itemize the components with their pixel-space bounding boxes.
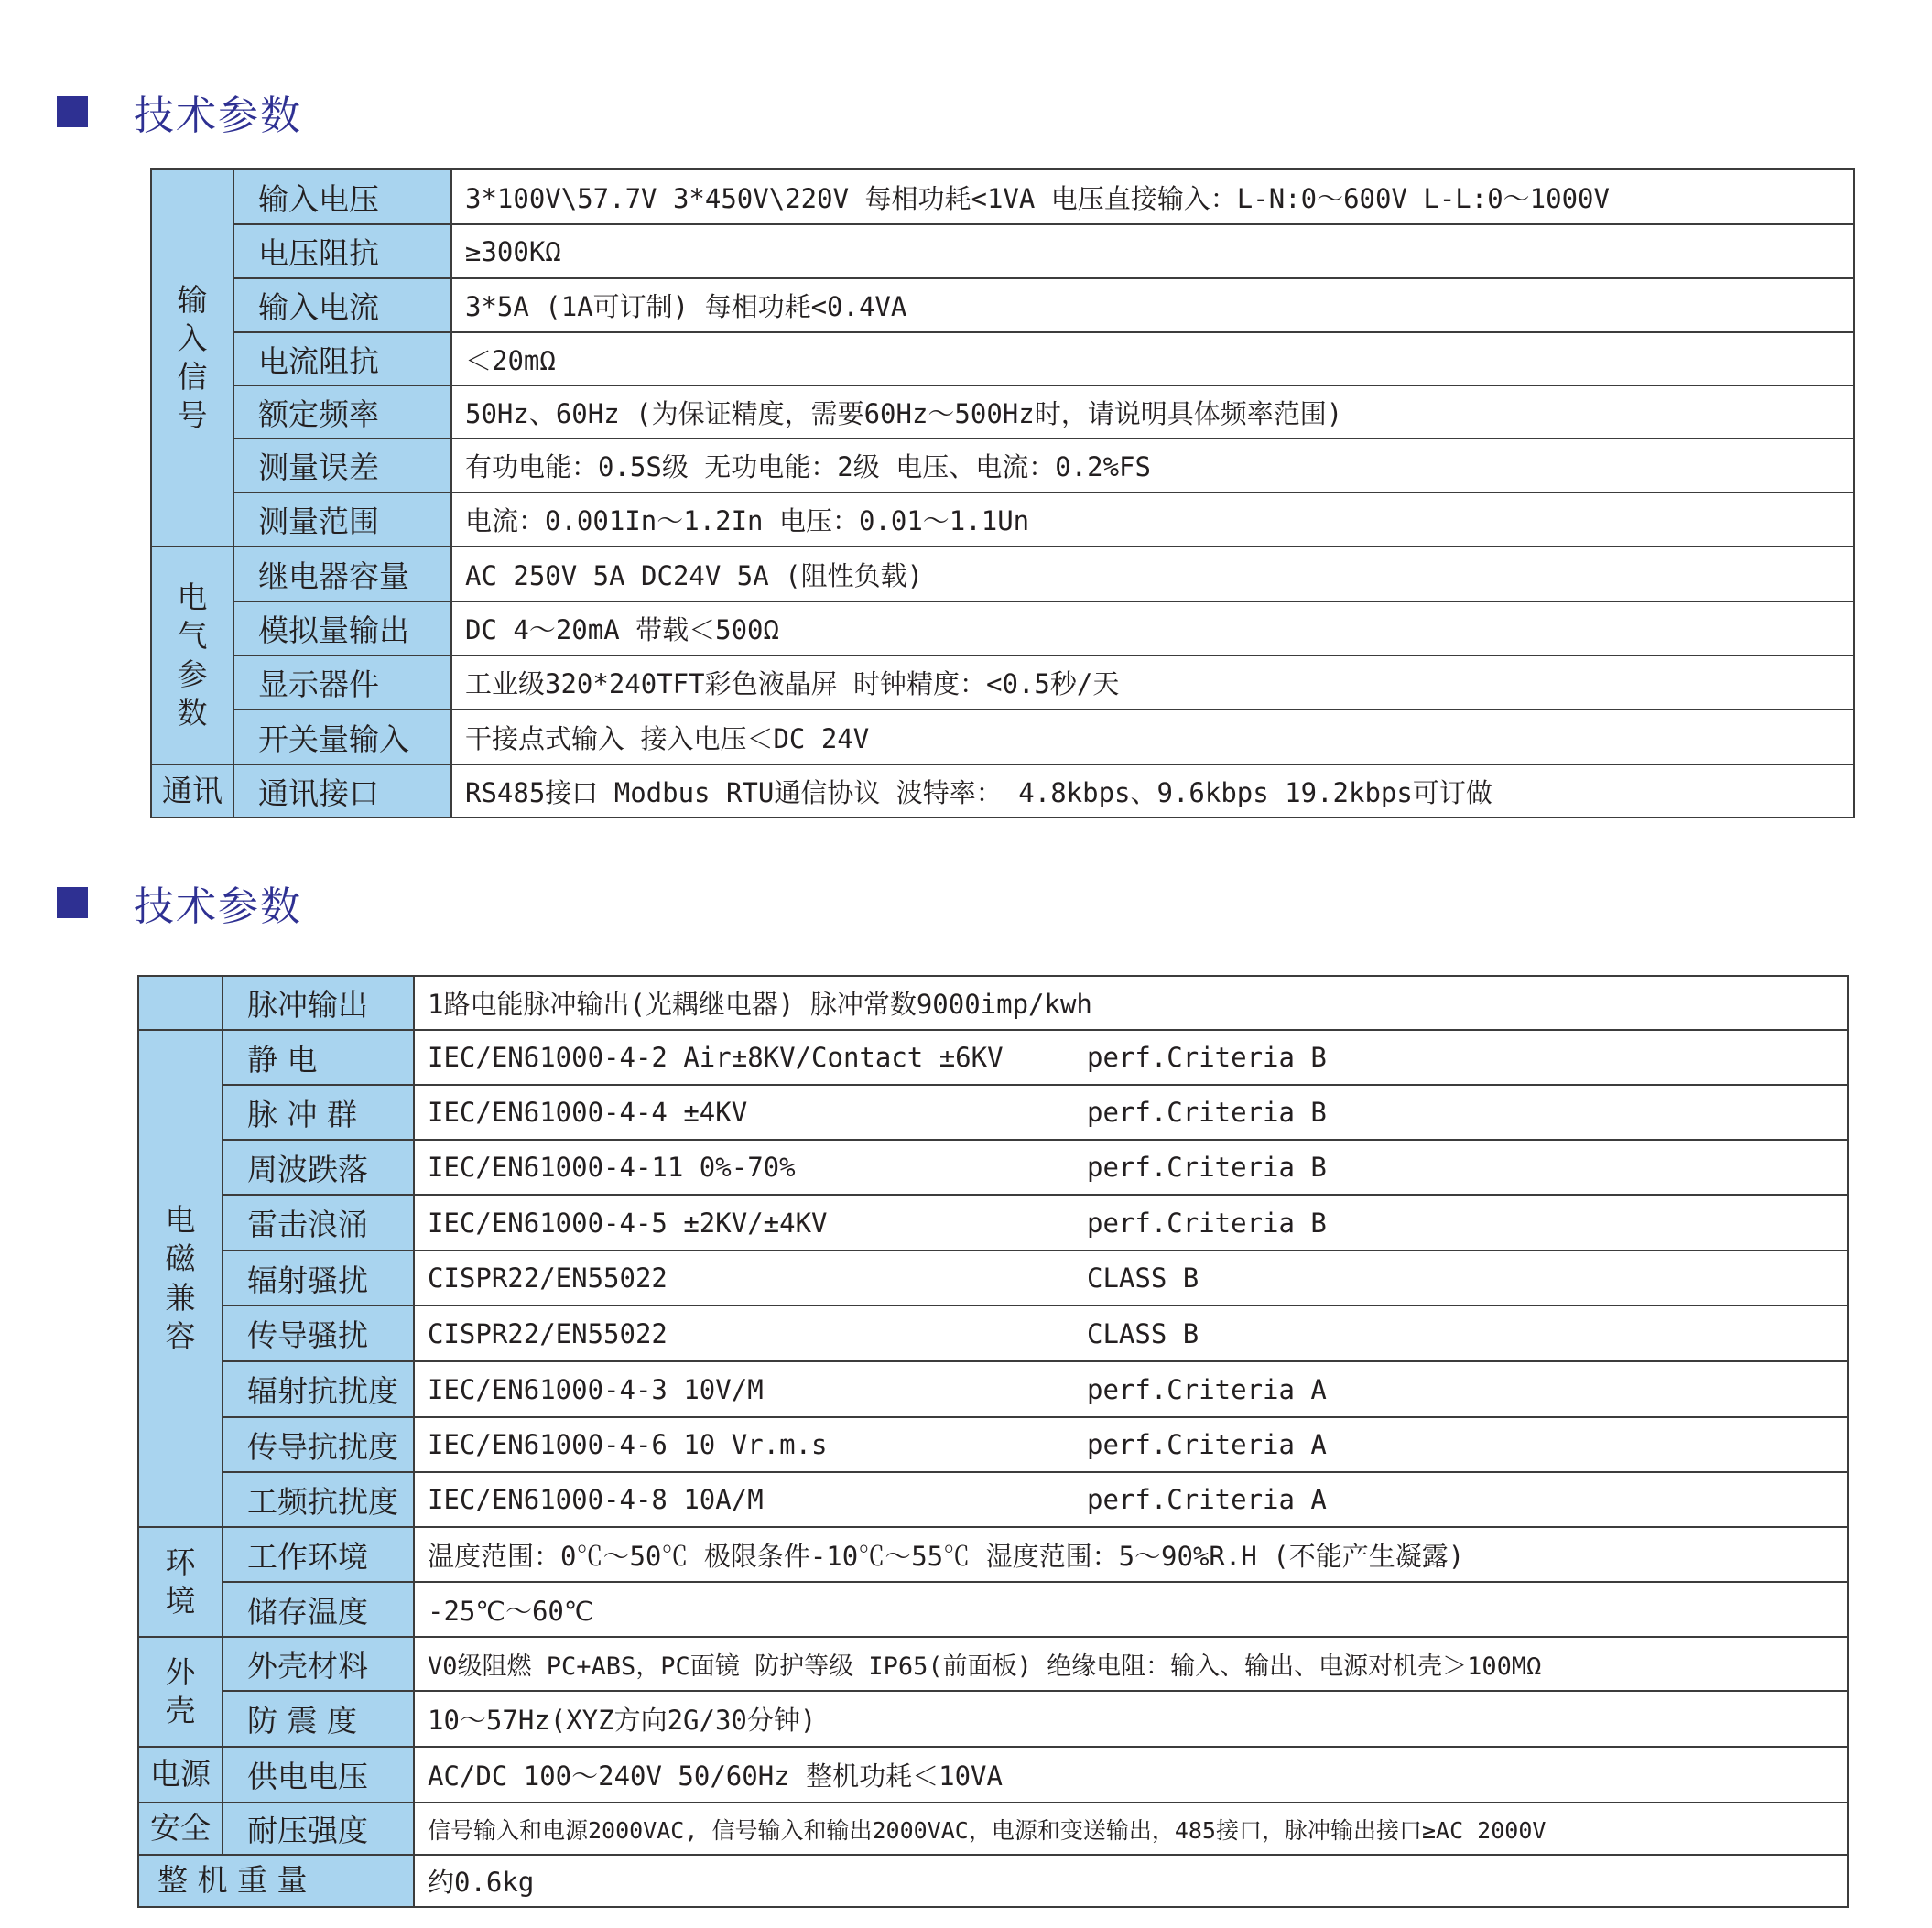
row-label: 脉 冲 群 <box>223 1085 414 1140</box>
row-value: 50Hz、60Hz (为保证精度，需要60Hz～500Hz时，请说明具体频率范围) <box>451 385 1854 439</box>
spec-table-1 <box>150 168 1855 818</box>
row-value: -25℃～60℃ <box>414 1582 1848 1637</box>
table-row <box>138 1417 1848 1472</box>
row-value: IEC/EN61000-4-2 Air±8KV/Contact ±6KV perf.Criteria B <box>414 1030 1848 1085</box>
row-label: 测量范围 <box>233 493 451 547</box>
row-value: CISPR22/EN55022 CLASS B <box>414 1305 1848 1361</box>
section-title-text: 技术参数 <box>134 883 302 930</box>
table-row <box>138 1582 1848 1637</box>
row-value: AC 250V 5A DC24V 5A (阻性负载) <box>451 547 1854 601</box>
table-row <box>138 1140 1848 1195</box>
group-safety: 安全 <box>138 1803 223 1855</box>
row-label: 静 电 <box>223 1030 414 1085</box>
table-row <box>138 1747 1848 1803</box>
table-row <box>138 1030 1848 1085</box>
row-value: IEC/EN61000-4-5 ±2KV/±4KV perf.Criteria B <box>414 1195 1848 1251</box>
row-value: IEC/EN61000-4-6 10 Vr.m.s perf.Criteria A <box>414 1417 1848 1472</box>
table-row <box>138 1305 1848 1361</box>
row-label: 周波跌落 <box>223 1140 414 1195</box>
row-label: 辐射抗扰度 <box>223 1361 414 1417</box>
row-label: 防 震 度 <box>223 1691 414 1747</box>
row-label: 额定频率 <box>233 385 451 439</box>
row-value: IEC/EN61000-4-3 10V/M perf.Criteria A <box>414 1361 1848 1417</box>
row-value: 信号输入和电源2000VAC, 信号输入和输出2000VAC，电源和变送输出，485接口，脉冲输出接口≥AC 2000V <box>414 1803 1848 1855</box>
row-label: 工频抗扰度 <box>223 1472 414 1527</box>
row-label: 显示器件 <box>233 655 451 709</box>
row-value: 3*100V\57.7V 3*450V\220V 每相功耗<1VA 电压直接输入：L-N:0～600V L-L:0～1000V <box>451 169 1854 224</box>
row-label: 储存温度 <box>223 1582 414 1637</box>
table-row <box>151 709 1854 764</box>
row-label: 脉冲输出 <box>223 976 414 1030</box>
table-row <box>138 976 1848 1030</box>
row-label: 通讯接口 <box>233 764 451 818</box>
section-title-2 <box>57 875 302 930</box>
row-value: IEC/EN61000-4-4 ±4KV perf.Criteria B <box>414 1085 1848 1140</box>
table-row <box>151 439 1854 493</box>
row-value: V0级阻燃 PC+ABS，PC面镜 防护等级 IP65(前面板) 绝缘电阻：输入、输出、电源对机壳＞100MΩ <box>414 1637 1848 1691</box>
table-row <box>151 332 1854 385</box>
table-row <box>138 1803 1848 1855</box>
table-row <box>138 1472 1848 1527</box>
row-value: AC/DC 100～240V 50/60Hz 整机功耗＜10VA <box>414 1747 1848 1803</box>
table-row <box>138 1855 1848 1907</box>
group-weight: 整 机 重 量 <box>138 1855 414 1907</box>
section-marker-icon <box>57 96 88 127</box>
row-value: 3*5A (1A可订制) 每相功耗<0.4VA <box>451 278 1854 332</box>
table-row <box>151 224 1854 278</box>
row-label: 电压阻抗 <box>233 224 451 278</box>
table-row <box>138 1527 1848 1582</box>
row-value: 1路电能脉冲输出(光耦继电器) 脉冲常数9000imp/kwh <box>414 976 1848 1030</box>
row-label: 雷击浪涌 <box>223 1195 414 1251</box>
row-value: ≥300KΩ <box>451 224 1854 278</box>
row-label: 辐射骚扰 <box>223 1251 414 1305</box>
group-input-signal: 输入信号 <box>151 169 233 547</box>
row-label: 测量误差 <box>233 439 451 493</box>
row-label: 输入电流 <box>233 278 451 332</box>
group-shell: 外壳 <box>138 1637 223 1747</box>
table-row <box>138 1637 1848 1691</box>
row-value: 温度范围：0℃～50℃ 极限条件-10℃～55℃ 湿度范围：5～90%R.H (不能产生凝露) <box>414 1527 1848 1582</box>
table-row <box>151 547 1854 601</box>
section-title-text: 技术参数 <box>134 92 302 139</box>
row-label: 继电器容量 <box>233 547 451 601</box>
row-label: 电流阻抗 <box>233 332 451 385</box>
row-label: 供电电压 <box>223 1747 414 1803</box>
row-label: 工作环境 <box>223 1527 414 1582</box>
section-marker-icon <box>57 887 88 918</box>
table-row <box>151 493 1854 547</box>
group-emc: 电磁兼容 <box>138 1030 223 1527</box>
table-row <box>151 601 1854 655</box>
table-row <box>151 764 1854 818</box>
row-value: IEC/EN61000-4-11 0%-70% perf.Criteria B <box>414 1140 1848 1195</box>
row-value: RS485接口 Modbus RTU通信协议 波特率： 4.8kbps、9.6kbps 19.2kbps可订做 <box>451 764 1854 818</box>
section-title-1 <box>57 84 302 139</box>
row-value: 工业级320*240TFT彩色液晶屏 时钟精度：<0.5秒/天 <box>451 655 1854 709</box>
group-comm: 通讯 <box>151 764 233 818</box>
row-value: 干接点式输入 接入电压＜DC 24V <box>451 709 1854 764</box>
row-value: IEC/EN61000-4-8 10A/M perf.Criteria A <box>414 1472 1848 1527</box>
group-environment: 环境 <box>138 1527 223 1637</box>
row-label: 耐压强度 <box>223 1803 414 1855</box>
row-value: CISPR22/EN55022 CLASS B <box>414 1251 1848 1305</box>
table-row <box>138 1195 1848 1251</box>
row-label: 传导抗扰度 <box>223 1417 414 1472</box>
row-value: 有功电能：0.5S级 无功电能：2级 电压、电流：0.2%FS <box>451 439 1854 493</box>
row-label: 传导骚扰 <box>223 1305 414 1361</box>
table-row <box>138 1251 1848 1305</box>
group-empty <box>138 976 223 1030</box>
table-row <box>138 1085 1848 1140</box>
row-label: 外壳材料 <box>223 1637 414 1691</box>
row-value: ＜20mΩ <box>451 332 1854 385</box>
table-row <box>151 655 1854 709</box>
row-value: 10～57Hz(XYZ方向2G/30分钟) <box>414 1691 1848 1747</box>
row-value: 电流：0.001In～1.2In 电压：0.01～1.1Un <box>451 493 1854 547</box>
row-value: 约0.6kg <box>414 1855 1848 1907</box>
row-label: 开关量输入 <box>233 709 451 764</box>
spec-table-2 <box>137 975 1849 1908</box>
table-row <box>151 385 1854 439</box>
table-row <box>138 1691 1848 1747</box>
group-power: 电源 <box>138 1747 223 1803</box>
table-row <box>151 169 1854 224</box>
table-row <box>138 1361 1848 1417</box>
row-label: 输入电压 <box>233 169 451 224</box>
row-label: 模拟量输出 <box>233 601 451 655</box>
table-row <box>151 278 1854 332</box>
row-value: DC 4～20mA 带载＜500Ω <box>451 601 1854 655</box>
group-electrical: 电气参数 <box>151 547 233 764</box>
